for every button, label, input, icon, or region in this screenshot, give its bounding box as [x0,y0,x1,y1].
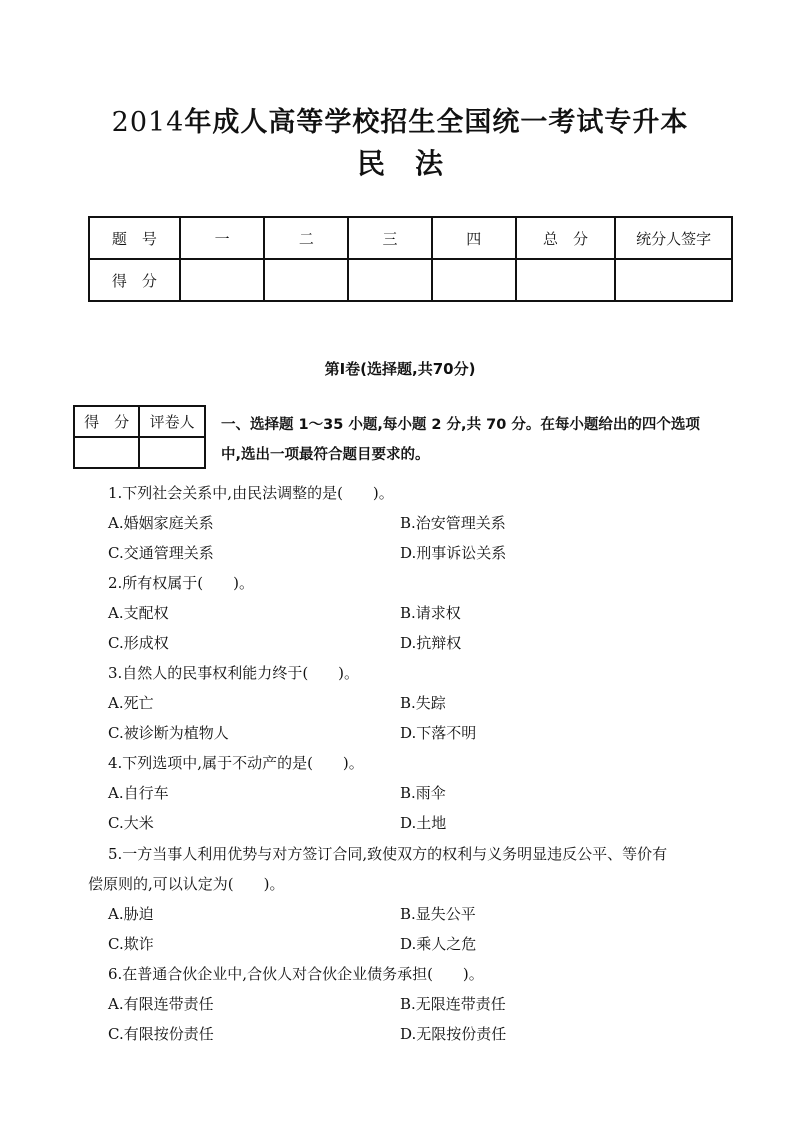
option-c: C.形成权 [108,634,169,652]
option-b: B.雨伞 [400,784,446,802]
option-b: B.治安管理关系 [400,514,506,532]
grader-score-cell [74,437,139,468]
option-c: C.欺诈 [108,935,154,953]
score-header-cell: 题 号 [89,217,180,259]
grader-name-cell [139,437,205,468]
grader-name-label: 评卷人 [139,406,205,437]
option-d: D.土地 [400,814,447,832]
option-d: D.抗辩权 [400,634,462,652]
question-stem: 5.一方当事人利用优势与对方签订合同,致使双方的权利与义务明显违反公平、等价有 [108,845,668,863]
option-b: B.请求权 [400,604,461,622]
exam-title [0,100,800,139]
score-header-cell: 总 分 [516,217,616,259]
option-a: A.有限连带责任 [108,995,214,1013]
grader-score-label: 得 分 [74,406,139,437]
question-stem: 1.下列社会关系中,由民法调整的是( )。 [108,484,394,502]
option-a: A.死亡 [108,694,154,712]
score-cell [615,259,732,301]
instruction-line: 一、选择题 1～35 小题,每小题 2 分,共 70 分。在每小题给出的四个选项 [221,417,700,433]
option-a: A.自行车 [108,784,169,802]
score-header-cell: 三 [348,217,432,259]
question-stem-continued: 偿原则的,可以认定为( )。 [88,875,285,893]
section-instruction [221,410,741,470]
score-row-label: 得 分 [89,259,180,301]
subject-title: 民法 [356,147,473,180]
section-heading: 第Ⅰ卷(选择题,共70分) [324,360,476,378]
option-d: D.无限按份责任 [400,1025,507,1043]
option-a: A.婚姻家庭关系 [108,514,214,532]
score-header-cell: 一 [180,217,265,259]
option-c: C.被诊断为植物人 [108,724,229,742]
option-d: D.刑事诉讼关系 [400,544,507,562]
option-c: C.大米 [108,814,154,832]
option-c: C.交通管理关系 [108,544,214,562]
score-cell [180,259,265,301]
option-d: D.下落不明 [400,724,477,742]
score-table [88,216,733,302]
question-stem: 4.下列选项中,属于不动产的是( )。 [108,754,364,772]
question-stem: 3.自然人的民事权利能力终于( )。 [108,664,360,682]
score-cell [348,259,432,301]
instruction-line: 中,选出一项最符合题目要求的。 [221,447,430,463]
score-header-cell: 二 [264,217,348,259]
exam-title-text: 年成人高等学校招生全国统一考试专升本 [184,107,689,138]
option-b: B.失踪 [400,694,446,712]
grader-box [73,405,206,469]
question-stem: 6.在普通合伙企业中,合伙人对合伙企业债务承担( )。 [108,965,484,983]
question-stem: 2.所有权属于( )。 [108,574,255,592]
option-a: A.支配权 [108,604,169,622]
score-header-cell: 四 [432,217,516,259]
option-c: C.有限按份责任 [108,1025,214,1043]
option-d: D.乘人之危 [400,935,477,953]
score-cell [432,259,516,301]
option-b: B.无限连带责任 [400,995,506,1013]
score-cell [516,259,616,301]
score-table-score-row [89,259,732,301]
score-header-cell: 统分人签字 [615,217,732,259]
exam-year: 2014 [111,107,185,138]
score-cell [264,259,348,301]
option-a: A.胁迫 [108,905,154,923]
option-b: B.显失公平 [400,905,476,923]
score-table-header-row [89,217,732,259]
